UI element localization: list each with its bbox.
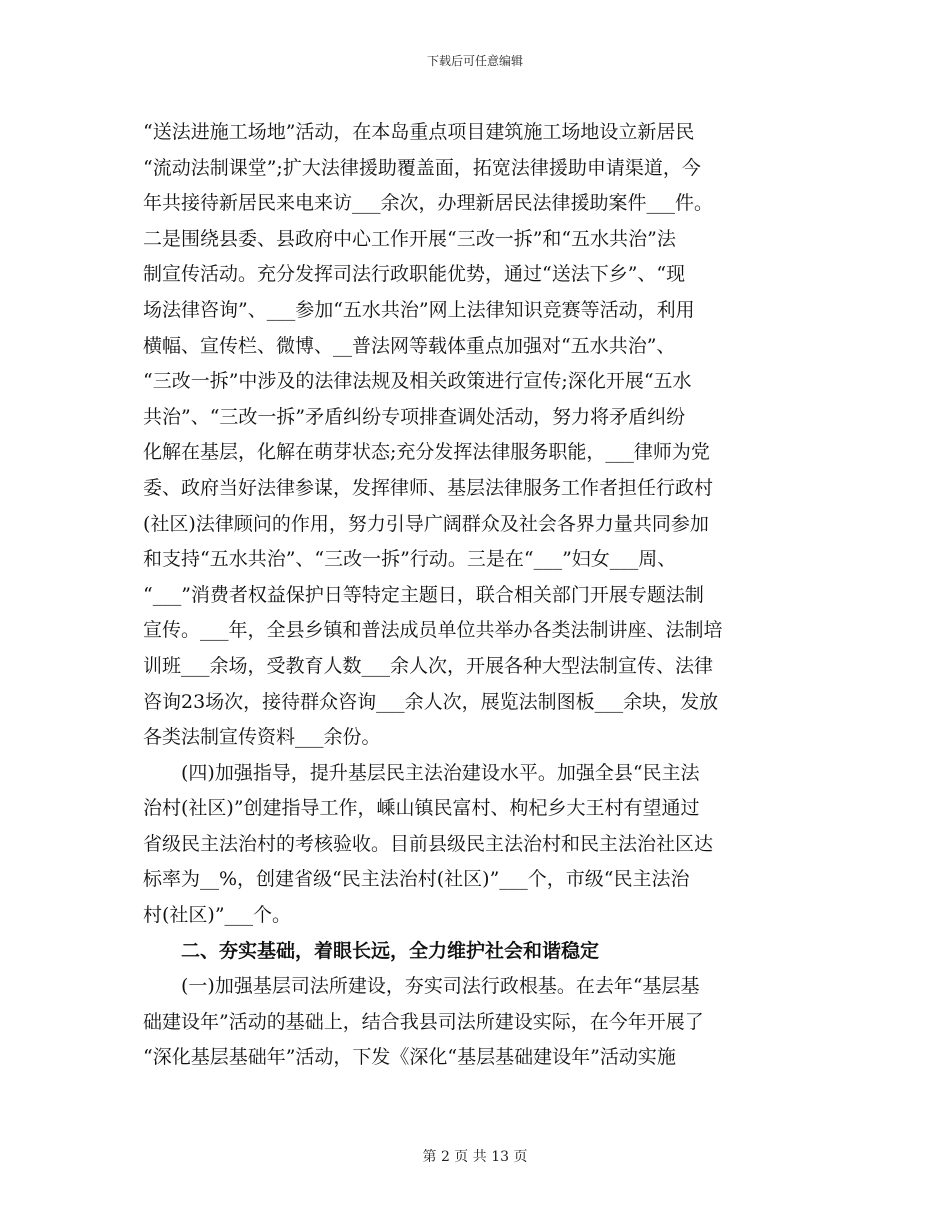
document-body xyxy=(143,115,813,1076)
body-line: (一)加强基层司法所建设，夯实司法行政根基。在去年“基层基 xyxy=(143,975,700,998)
body-line: 委、政府当好法律参谋，发挥律师、基层法律服务工作者担任行政村 xyxy=(143,476,714,499)
body-line: (四)加强指导，提升基层民主法治建设水平。加强全县“民主法 xyxy=(143,761,700,784)
body-line: 标率为__%，创建省级“民主法治村(社区)”___个，市级“民主法治 xyxy=(143,868,690,891)
body-line: 场法律咨询”、___参加“五水共治”网上法律知识竞赛等活动，利用 xyxy=(143,298,695,321)
body-line: 二是围绕县委、县政府中心工作开展“三改一拆”和“五水共治”法 xyxy=(143,227,676,250)
section-heading: 二、夯实基础，着眼长远，全力维护社会和谐稳定 xyxy=(143,939,600,962)
body-line: 省级民主法治村的考核验收。目前县级民主法治村和民主法治社区达 xyxy=(143,832,714,855)
body-line: 化解在基层，化解在萌芽状态;充分发挥法律服务职能，___律师为党 xyxy=(143,441,710,464)
body-line: 各类法制宣传资料___余份。 xyxy=(143,726,381,749)
body-line: “___”消费者权益保护日等特定主题日，联合相关部门开展专题法制 xyxy=(143,583,704,606)
body-line: 宣传。___年，全县乡镇和普法成员单位共举办各类法制讲座、法制培 xyxy=(143,619,723,642)
body-line: “三改一拆”中涉及的法律法规及相关政策进行宣传;深化开展“五水 xyxy=(143,370,692,393)
body-line: 础建设年”活动的基础上，结合我县司法所建设实际，在今年开展了 xyxy=(143,1010,704,1033)
body-line: 共治”、“三改一拆”矛盾纠纷专项排查调处活动，努力将矛盾纠纷 xyxy=(143,405,686,428)
body-line: “送法进施工场地”活动，在本岛重点项目建筑施工场地设立新居民 xyxy=(143,121,695,143)
body-line: “流动法制课堂”;扩大法律援助覆盖面，拓宽法律援助申请渠道，今 xyxy=(143,156,701,179)
body-line: (社区)法律顾问的作用，努力引导广阔群众及社会各界力量共同参加 xyxy=(143,512,709,535)
body-line: 制宣传活动。充分发挥司法行政职能优势，通过“送法下乡”、“现 xyxy=(143,263,686,286)
body-line: 训班___余场，受教育人数___余人次，开展各种大型法制宣传、法律 xyxy=(143,654,714,677)
body-line: 横幅、宣传栏、微博、__普法网等载体重点加强对“五水共治”、 xyxy=(143,334,676,357)
body-line: 村(社区)”___个。 xyxy=(143,904,292,927)
body-line: 年共接待新居民来电来访___余次，办理新居民法律援助案件___件。 xyxy=(143,192,714,215)
body-line: 治村(社区)”创建指导工作，嵊山镇民富村、枸杞乡大王村有望通过 xyxy=(143,797,700,820)
body-line: 咨询23场次，接待群众咨询___余人次，展览法制图板___余块，发放 xyxy=(143,690,719,713)
body-line: “深化基层基础年”活动，下发《深化“基层基础建设年”活动实施 xyxy=(143,1046,676,1069)
page-number: 第 2 页 共 13 页 xyxy=(422,1149,528,1165)
body-line: 和支持“五水共治”、“三改一拆”行动。三是在“___”妇女___周、 xyxy=(143,548,677,571)
page-header-note: 下载后可任意编辑 xyxy=(426,54,523,68)
